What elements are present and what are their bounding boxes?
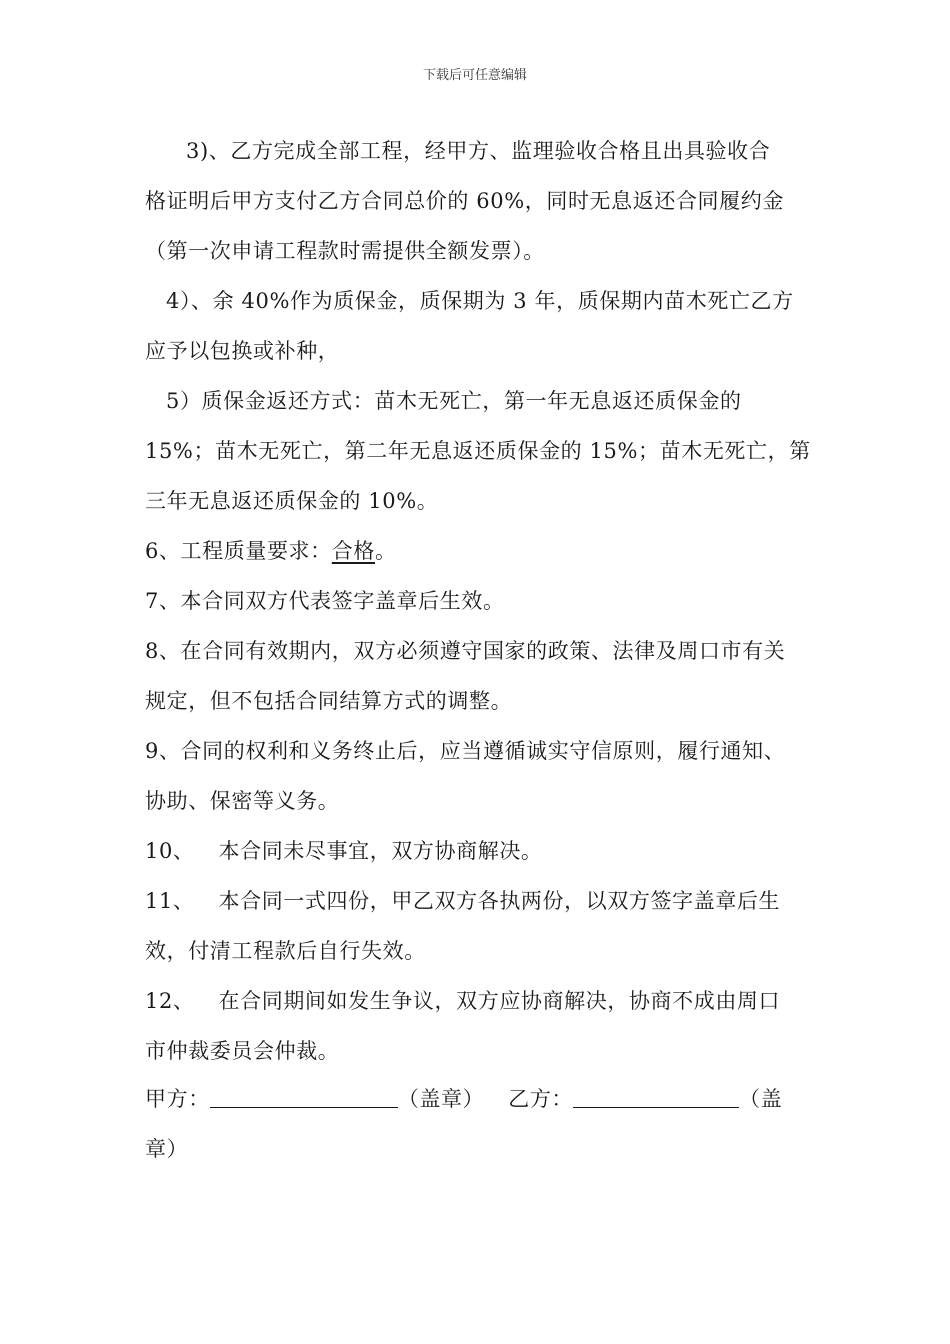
clause-10 [145,836,543,866]
clause-5-line-2: 15%；苗木无死亡，第二年无息返还质保金的 15%；苗木无死亡，第 [145,439,811,463]
clause-9-line-1: 9、合同的权利和义务终止后，应当遵循诚实守信原则，履行通知、 [145,739,786,763]
clause-8-line-2: 规定，但不包括合同结算方式的调整。 [145,689,513,713]
clause-10-text: 本合同未尽事宜，双方协商解决。 [218,839,543,863]
clause-3-line-1: 3)、乙方完成全部工程，经甲方、监理验收合格且出具验收合 [186,139,771,163]
clause-8-line-1: 8、在合同有效期内，双方必须遵守国家的政策、法律及周口市有关 [145,639,786,663]
clause-12-line-2: 市仲裁委员会仲裁。 [145,1039,340,1063]
clause-10-number: 10、 [145,839,195,863]
clause-6-suffix: 。 [374,539,397,563]
party-a-label: 甲方： [145,1087,210,1111]
clause-12-line-1 [145,986,780,1016]
clause-11-text: 本合同一式四份，甲乙双方各执两份，以双方签字盖章后生 [218,889,781,913]
page-header: 下载后可任意编辑 [422,68,527,83]
signature-line [145,1084,782,1114]
clause-3-line-2: 格证明后甲方支付乙方合同总价的 60%，同时无息返还合同履约金 [145,189,784,213]
quality-requirement-value: 合格 [331,539,375,563]
clause-9-line-2: 协助、保密等义务。 [145,789,340,813]
party-b-stamp-label-continued: 章） [145,1137,189,1161]
clause-6-prefix: 6、工程质量要求： [145,539,332,563]
clause-11-line-2: 效，付清工程款后自行失效。 [145,939,426,963]
party-a-stamp-label: （盖章） [397,1087,485,1111]
party-b-stamp-label: （盖 [739,1087,783,1111]
clause-11-line-1 [145,886,780,916]
clause-5-line-3: 三年无息返还质保金的 10%。 [145,489,439,513]
party-b-label: 乙方： [508,1087,574,1111]
clause-7: 7、本合同双方代表签字盖章后生效。 [145,589,505,613]
clause-4-line-2: 应予以包换或补种， [145,339,340,363]
clause-6 [145,536,397,566]
clause-12-number: 12、 [145,989,195,1013]
clause-12-text: 在合同期间如发生争议，双方应协商解决，协商不成由周口 [218,989,781,1013]
party-b-signature-blank[interactable] [573,1085,739,1108]
clause-5-line-1: 5）质保金返还方式：苗木无死亡，第一年无息返还质保金的 [166,389,742,413]
clause-3-line-3: （第一次申请工程款时需提供全额发票）。 [145,239,545,263]
clause-4-line-1: 4）、余 40%作为质保金，质保期为 3 年，质保期内苗木死亡乙方 [166,289,794,313]
party-a-signature-blank[interactable] [210,1085,398,1108]
clause-11-number: 11、 [145,889,195,913]
